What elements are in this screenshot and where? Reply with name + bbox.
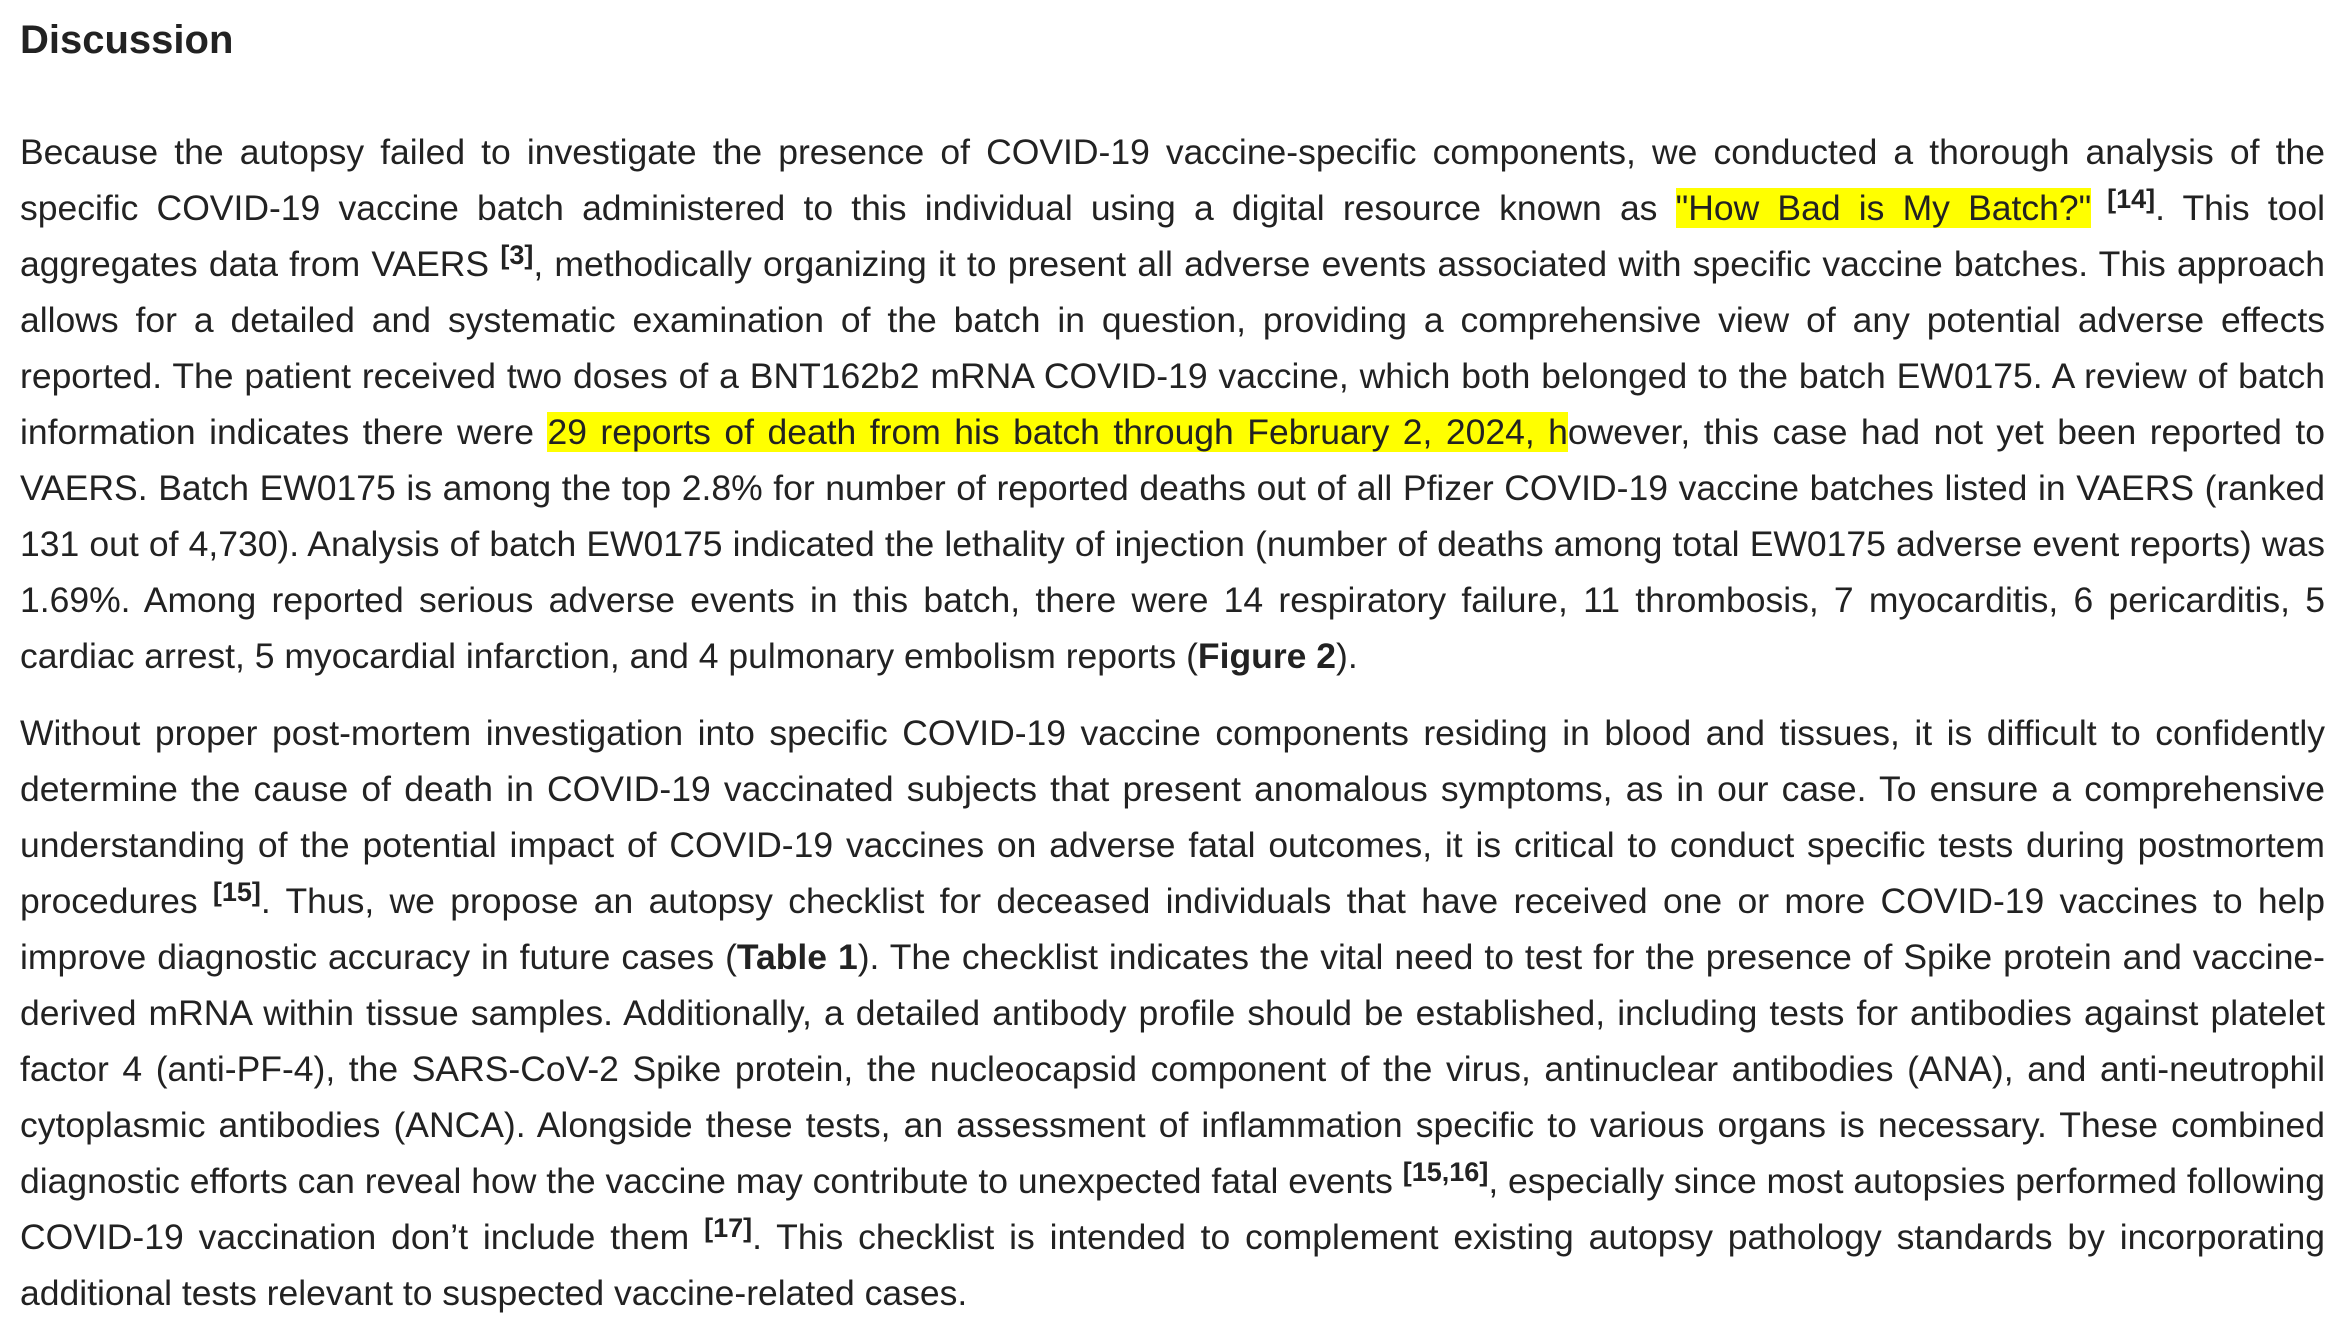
p2-text-1: Without proper post-mortem investigation into specific COVID-19 vaccine components residing in blood and tissues, it is difficult to confidently determine the cause of death in COVID-19 vaccinated subjects that present anomalous symptoms, as in our case. To ensure a comprehensive understanding of the potential impact of COVID-19 vaccines on adverse fatal outcomes, it is critical to conduct specific tests during postmortem procedures	[20, 713, 2325, 921]
p1-text-4: owever, this case had not yet been reported to VAERS. Batch EW0175 is among the top 2.8% for number of reported deaths out of all Pfizer COVID-19 vaccine batches listed in VAERS (ranked 131 out of 4,730). Analysis of batch EW0175 indicated the lethality of injection (number of deaths among total EW0175 adverse event reports) was 1.69%. Among reported serious adverse events in this batch, there were 14 respiratory failure, 11 thrombosis, 7 myocarditis, 6 pericarditis, 5 cardiac arrest, 5 myocardial infarction, and 4 pulmonary embolism reports (	[20, 412, 2325, 676]
figure-2-reference[interactable]: Figure 2	[1197, 636, 1336, 676]
citation-17[interactable]: [17]	[704, 1213, 753, 1243]
p1-text-3: , methodically organizing it to present all adverse events associated with specific vaccine batches. This approach allows for a detailed and systematic examination of the batch in question, providing a comprehensive view of any potential adverse effects reported. The patient received two doses of a BNT162b2 mRNA COVID-19 vaccine, which both belonged to the batch EW0175. A review of batch information indicates there were	[20, 244, 2325, 452]
p2-text-3: ). The checklist indicates the vital need to test for the presence of Spike protein and vaccine-derived mRNA within tissue samples. Additionally, a detailed antibody profile should be established, including tests for antibodies against platelet factor 4 (anti-PF-4), the SARS-CoV-2 Spike protein, the nucleocapsid component of the virus, antinuclear antibodies (ANA), and anti-neutrophil cytoplasmic antibodies (ANCA). Alongside these tests, an assessment of inflammation specific to various organs is necessary. These combined diagnostic efforts can reveal how the vaccine may contribute to unexpected fatal events	[20, 937, 2325, 1201]
citation-3[interactable]: [3]	[500, 240, 534, 270]
highlight-batch-tool-name: "How Bad is My Batch?"	[1675, 188, 2092, 228]
paragraph-autopsy-checklist	[20, 705, 2325, 1321]
p2-text-5: . This checklist is intended to complement existing autopsy pathology standards by incorporating additional tests relevant to suspected vaccine-related cases.	[20, 1217, 2325, 1313]
p1-text-1: Because the autopsy failed to investigate the presence of COVID-19 vaccine-specific components, we conducted a thorough analysis of the specific COVID-19 vaccine batch administered to this individual using a digital resource known as	[20, 132, 2325, 228]
table-1-reference[interactable]: Table 1	[736, 937, 858, 977]
highlight-death-reports: 29 reports of death from his batch through February 2, 2024, h	[547, 412, 1568, 452]
p1-text-2: . This tool aggregates data from VAERS	[20, 188, 2325, 284]
citation-14[interactable]: [14]	[2091, 184, 2156, 214]
p2-text-2: . Thus, we propose an autopsy checklist for deceased individuals that have received one or more COVID-19 vaccines to help improve diagnostic accuracy in future cases (	[20, 881, 2325, 977]
p2-text-4: , especially since most autopsies performed following COVID-19 vaccination don’t include them	[20, 1161, 2325, 1257]
section-heading: Discussion	[20, 18, 234, 62]
paragraph-batch-analysis	[20, 124, 2325, 684]
citation-15[interactable]: [15]	[212, 877, 261, 907]
p1-text-5: ).	[1336, 636, 1358, 676]
citation-15-16[interactable]: [15,16]	[1402, 1157, 1489, 1187]
